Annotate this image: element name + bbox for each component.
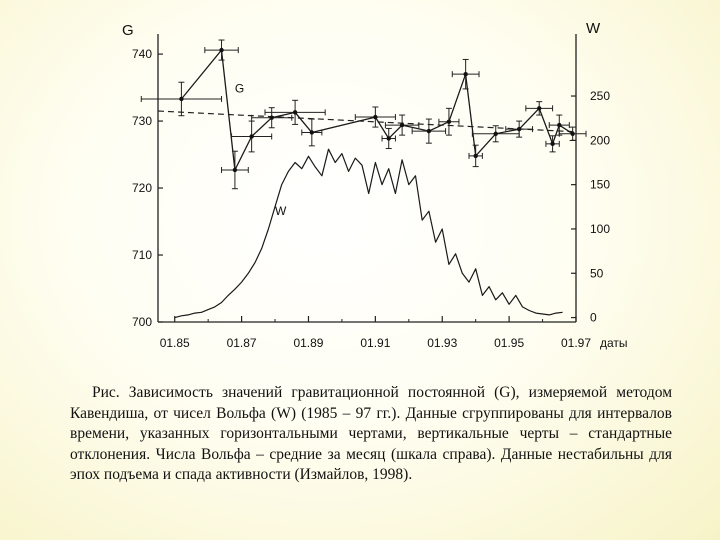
left-tick-label: 700 — [131, 315, 152, 329]
g-data-point — [249, 134, 253, 138]
left-tick-label: 710 — [131, 248, 152, 263]
g-data-point — [494, 132, 498, 136]
g-data-point — [233, 168, 237, 172]
right-tick-label: 150 — [590, 177, 611, 192]
g-data-point — [447, 120, 451, 124]
right-tick-label: 250 — [590, 89, 611, 104]
g-data-point — [557, 123, 561, 127]
g-data-point — [463, 72, 467, 76]
left-tick-label: 730 — [131, 114, 152, 129]
left-tick-label: 720 — [131, 181, 152, 196]
g-series-label: G — [234, 81, 245, 96]
g-data-point — [517, 127, 521, 131]
g-data-point — [219, 48, 223, 52]
w-series-label: W — [275, 203, 287, 218]
x-tick-label: 01.95 — [494, 336, 525, 350]
right-tick-label: 200 — [590, 133, 611, 148]
g-data-point — [179, 97, 183, 101]
right-axis-title: W — [586, 20, 601, 37]
x-tick-label: 01.97 — [560, 336, 592, 350]
right-tick-label: 0 — [590, 310, 597, 325]
x-tick-label: 01.91 — [360, 336, 391, 350]
left-axis-title: G — [122, 22, 134, 39]
right-tick-label: 100 — [590, 221, 611, 236]
g-data-point — [310, 130, 314, 134]
g-data-point — [293, 110, 297, 114]
left-tick-label: 740 — [131, 47, 152, 62]
x-tick-label: 01.87 — [226, 336, 257, 350]
g-data-point — [427, 129, 431, 133]
x-tick-label: 01.93 — [427, 336, 458, 350]
g-data-point — [537, 106, 541, 110]
g-data-point — [400, 123, 404, 127]
x-tick-label: 01.85 — [159, 336, 190, 350]
figure-caption: Рис. Зависимость значений гравитационной постоянной (G), измеряемой методом Кавендиша, от чисел Вольфа (W) (1985 – 97 гг.). Данные сгруппированы для интервалов времени, указанных горизонтальными чертами, вертикальные черты – стандартные отклонения. Числа Вольфа – средние за месяц (шкала справа). Данные нестабильны для эпох подъема и спада активности (Измайлов, 1998). — [70, 384, 672, 483]
x-axis-unit: даты — [600, 336, 628, 350]
right-tick-label: 50 — [590, 266, 604, 281]
g-data-point — [473, 154, 477, 158]
g-data-point — [550, 142, 554, 146]
g-series-line — [181, 50, 572, 170]
g-data-point — [373, 115, 377, 119]
g-data-point — [269, 116, 273, 120]
w-series-line — [175, 149, 563, 317]
g-data-point — [570, 132, 574, 136]
g-data-point — [387, 136, 391, 140]
x-tick-label: 01.89 — [293, 336, 324, 350]
